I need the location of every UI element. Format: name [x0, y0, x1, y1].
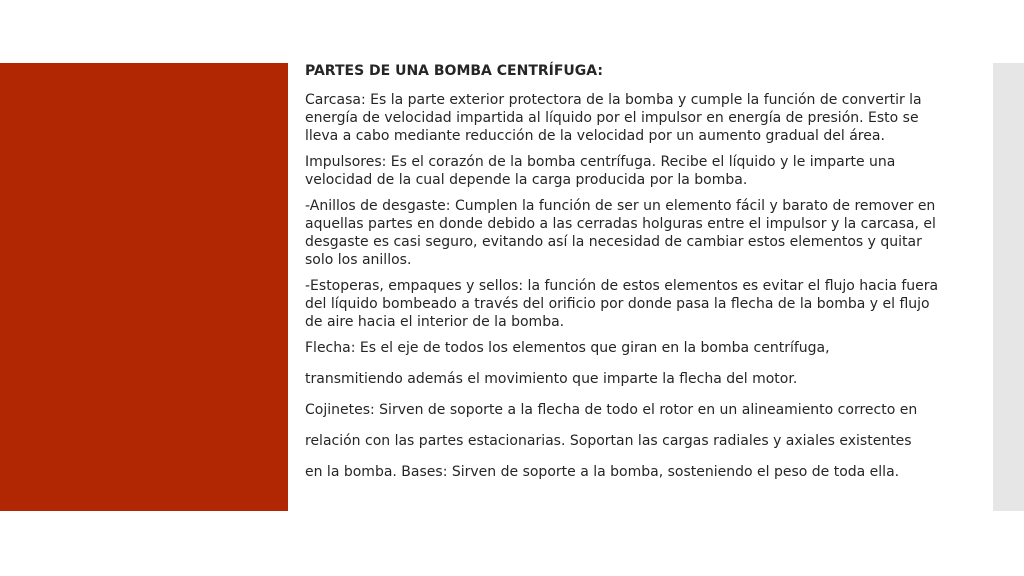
slide-content [305, 62, 940, 488]
line-cojinetes: Cojinetes: Sirven de soporte a la flecha de todo el rotor en un alineamiento correcto en [305, 402, 918, 418]
line-flecha-cont: transmitiendo además el movimiento que imparte la flecha del motor. [305, 371, 798, 387]
line-bases: en la bomba. Bases: Sirven de soporte a la bomba, sosteniendo el peso de toda ella. [305, 464, 900, 480]
paragraph-estoperas: -Estoperas, empaques y sellos: la función de estos elementos es evitar el flujo hacia fuera del líquido bombeado a través del orificio por donde pasa la flecha de la bomba y el flujo de aire hacia el interior de la bomba. [305, 278, 939, 330]
side-bar [993, 63, 1024, 511]
slide-title-colon: : [597, 63, 603, 79]
accent-panel [0, 63, 288, 511]
slide-title-text: PARTES DE UNA BOMBA CENTRÍFUGA [305, 63, 598, 79]
paragraph-anillos: -Anillos de desgaste: Cumplen la función de ser un elemento fácil y barato de remover en aquellas partes en donde debido a las cerradas holguras entre el impulsor y la carcasa, el desgaste es casi seguro, evitando así la necesidad de cambiar estos elementos y quitar solo los anillos. [305, 198, 936, 268]
paragraph-impulsores: Impulsores: Es el corazón de la bomba centrífuga. Recibe el líquido y le imparte una velocidad de la cual depende la carga producida por la bomba. [305, 154, 896, 188]
line-flecha: Flecha: Es el eje de todos los elementos que giran en la bomba centrífuga, [305, 340, 830, 356]
slide-title [305, 62, 940, 80]
paragraph-carcasa: Carcasa: Es la parte exterior protectora de la bomba y cumple la función de convertir la energía de velocidad impartida al líquido por el impulsor en energía de presión. Esto se lleva a cabo mediante reducción de la velocidad por un aumento gradual del área. [305, 92, 922, 144]
line-cojinetes-cont: relación con las partes estacionarias. Soportan las cargas radiales y axiales existentes [305, 433, 912, 449]
